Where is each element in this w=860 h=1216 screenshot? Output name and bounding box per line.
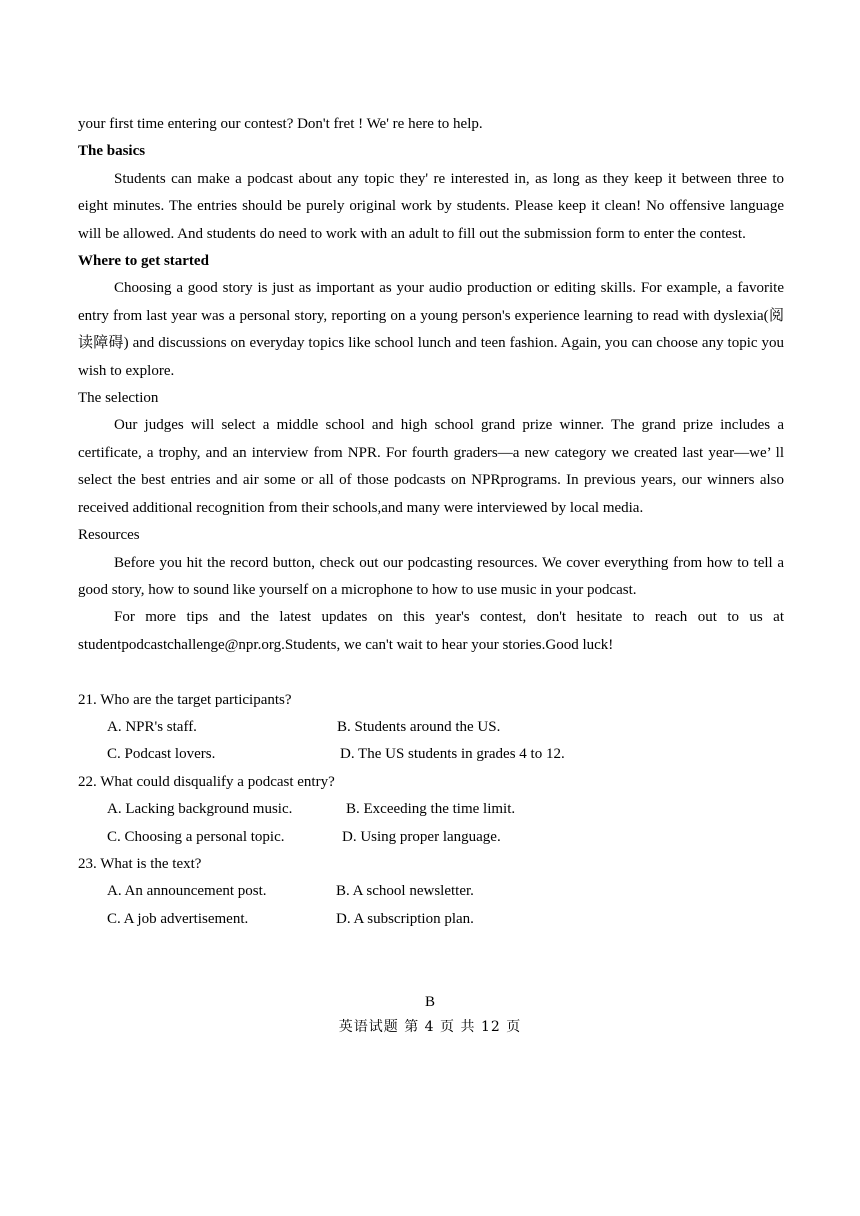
- paragraph-selection: Our judges will select a middle school and high school grand prize winner. The grand prize includes a certificate, a trophy, and an interview from NPR. For fourth graders—a new category we created last year—we’ ll select the best entries and air some or all of those podcasts on NPRprograms. In previous years, our winners also received additional recognition from their schools,and many were interviewed by local media.: [78, 417, 784, 516]
- question-21-option-b: B. Students around the US.: [337, 718, 501, 735]
- question-21-option-a: A. NPR's staff.: [107, 718, 197, 735]
- heading-resources: Resources: [78, 527, 140, 544]
- heading-basics: The basics: [78, 143, 146, 160]
- question-22-stem: 22. What could disqualify a podcast entry?: [78, 773, 335, 790]
- spacer: [78, 659, 784, 686]
- question-22-option-c: C. Choosing a personal topic.: [107, 828, 285, 845]
- question-21-stem: 21. Who are the target participants?: [78, 691, 292, 708]
- question-22-option-a: A. Lacking background music.: [107, 801, 293, 818]
- question-21-options-row-2: [78, 741, 784, 768]
- question-22-option-b: B. Exceeding the time limit.: [346, 801, 516, 818]
- question-23-options-row-1: [78, 878, 784, 905]
- question-23-option-a: A. An announcement post.: [107, 883, 267, 900]
- paragraph-resources-1: Before you hit the record button, check out our podcasting resources. We cover everything from how to tell a good story, how to sound like yourself on a microphone to how to use music in your podcast.: [78, 554, 784, 598]
- question-23-stem: 23. What is the text?: [78, 855, 202, 872]
- question-22-options-row-1: [78, 796, 784, 823]
- intro-line: your first time entering our contest? Don't fret ! We' re here to help.: [78, 116, 483, 132]
- section-letter: B: [424, 994, 435, 1010]
- heading-where-to-start: Where to get started: [78, 253, 209, 270]
- question-23-options-row-2: [78, 906, 784, 933]
- page-footer: 英语试题 第 4 页 共 12 页: [338, 1019, 522, 1035]
- question-23-option-d: D. A subscription plan.: [336, 910, 474, 927]
- question-21-option-c: C. Podcast lovers.: [107, 746, 216, 763]
- question-21-option-d: D. The US students in grades 4 to 12.: [340, 746, 565, 763]
- heading-selection: The selection: [78, 390, 159, 407]
- question-23-option-c: C. A job advertisement.: [107, 910, 249, 927]
- document-body: [78, 111, 784, 933]
- paragraph-basics: Students can make a podcast about any topic they' re interested in, as long as they keep it between three to eight minutes. The entries should be purely original work by students. Please keep it clean! No offensive language will be allowed. And students do need to work with an adult to fill out the submission form to enter the contest.: [78, 170, 784, 242]
- question-22-option-d: D. Using proper language.: [342, 828, 501, 845]
- paragraph-where-to-start: Choosing a good story is just as important as your audio production or editing skills. For example, a favorite entry from last year was a personal story, reporting on a young person's experience learning to read with dyslexia(阅读障碍) and discussions on everyday topics like school lunch and teen fashion. Again, you can choose any topic you wish to explore.: [78, 280, 784, 379]
- question-22-options-row-2: [78, 824, 784, 851]
- paragraph-resources-2: For more tips and the latest updates on this year's contest, don't hesitate to reach out to us at studentpodcastchallenge@npr.org.Students, we can't wait to hear your stories.Good luck!: [78, 609, 784, 653]
- question-21-options-row-1: [78, 714, 784, 741]
- question-23-option-b: B. A school newsletter.: [336, 883, 474, 900]
